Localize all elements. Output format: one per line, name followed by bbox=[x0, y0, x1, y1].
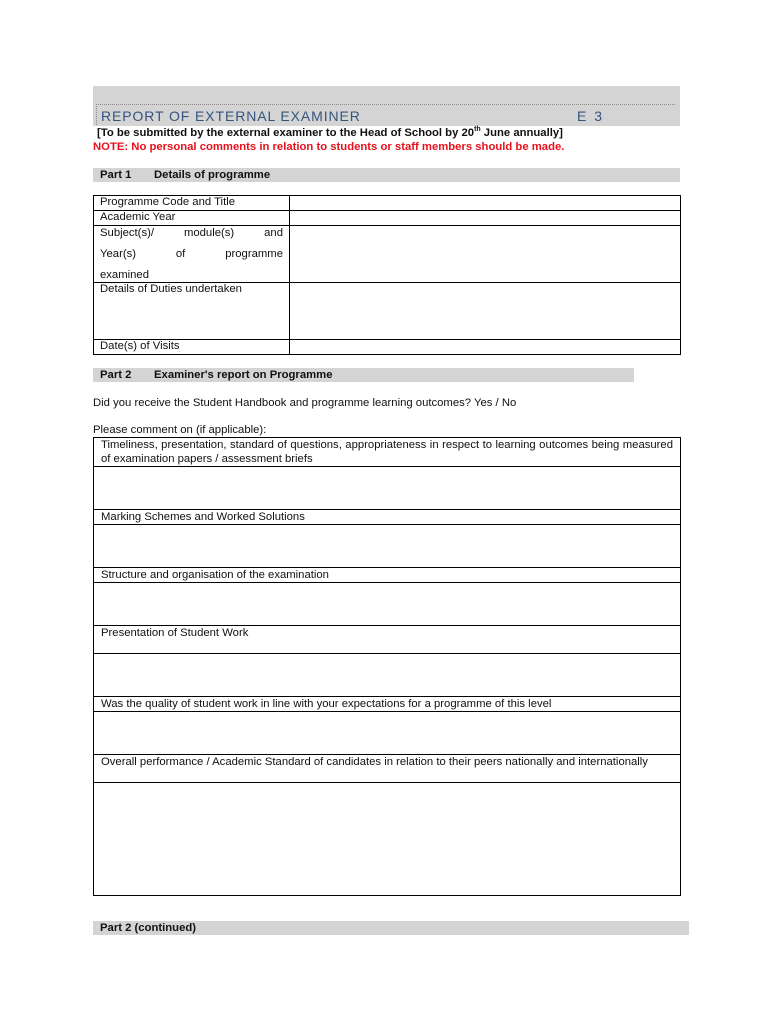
marking-field[interactable] bbox=[94, 525, 681, 568]
subjects-label: Subject(s)/ module(s) and Year(s) of programme examined bbox=[94, 226, 290, 283]
part2-heading-band bbox=[93, 368, 634, 382]
part2-continued-band bbox=[93, 921, 689, 935]
duties-label: Details of Duties undertaken bbox=[94, 283, 290, 340]
part2-continued-label: Part 2 (continued) bbox=[100, 922, 197, 934]
part2-heading: Examiner's report on Programme bbox=[154, 369, 333, 381]
programme-code-label: Programme Code and Title bbox=[94, 196, 290, 211]
form-code: E 3 bbox=[577, 108, 605, 124]
overall-label: Overall performance / Academic Standard of candidates in relation to their peers nationally and internationally bbox=[94, 755, 681, 783]
page-title: REPORT OF EXTERNAL EXAMINER bbox=[101, 108, 361, 124]
duties-field[interactable] bbox=[290, 283, 681, 340]
quality-field[interactable] bbox=[94, 712, 681, 755]
presentation-field[interactable] bbox=[94, 654, 681, 697]
title-frame bbox=[96, 104, 675, 125]
visits-field[interactable] bbox=[290, 340, 681, 355]
subjects-field[interactable] bbox=[290, 226, 681, 283]
quality-label: Was the quality of student work in line with your expectations for a programme of this level bbox=[94, 697, 681, 712]
timeliness-label: Timeliness, presentation, standard of questions, appropriateness in respect to learning outcomes being measured of examination papers / assessment briefs bbox=[94, 438, 681, 467]
academic-year-field[interactable] bbox=[290, 211, 681, 226]
presentation-label: Presentation of Student Work bbox=[94, 626, 681, 654]
structure-label: Structure and organisation of the examination bbox=[94, 568, 681, 583]
timeliness-field[interactable] bbox=[94, 467, 681, 510]
comments-table bbox=[93, 437, 681, 896]
marking-label: Marking Schemes and Worked Solutions bbox=[94, 510, 681, 525]
please-comment-label: Please comment on (if applicable): bbox=[93, 424, 267, 436]
programme-code-field[interactable] bbox=[290, 196, 681, 211]
submission-instruction: [To be submitted by the external examiner to the Head of School by 20th June annually] bbox=[97, 126, 563, 139]
structure-field[interactable] bbox=[94, 583, 681, 626]
part2-number: Part 2 bbox=[100, 369, 132, 381]
overall-field[interactable] bbox=[94, 783, 681, 896]
programme-details-table bbox=[93, 195, 681, 355]
visits-label: Date(s) of Visits bbox=[94, 340, 290, 355]
note-warning: NOTE: No personal comments in relation to students or staff members should be made. bbox=[93, 141, 565, 153]
part1-heading-band bbox=[93, 168, 680, 182]
part1-number: Part 1 bbox=[100, 169, 132, 181]
handbook-question: Did you receive the Student Handbook and programme learning outcomes? Yes / No bbox=[93, 397, 517, 409]
title-band bbox=[93, 86, 680, 126]
part1-heading: Details of programme bbox=[154, 169, 271, 181]
academic-year-label: Academic Year bbox=[94, 211, 290, 226]
